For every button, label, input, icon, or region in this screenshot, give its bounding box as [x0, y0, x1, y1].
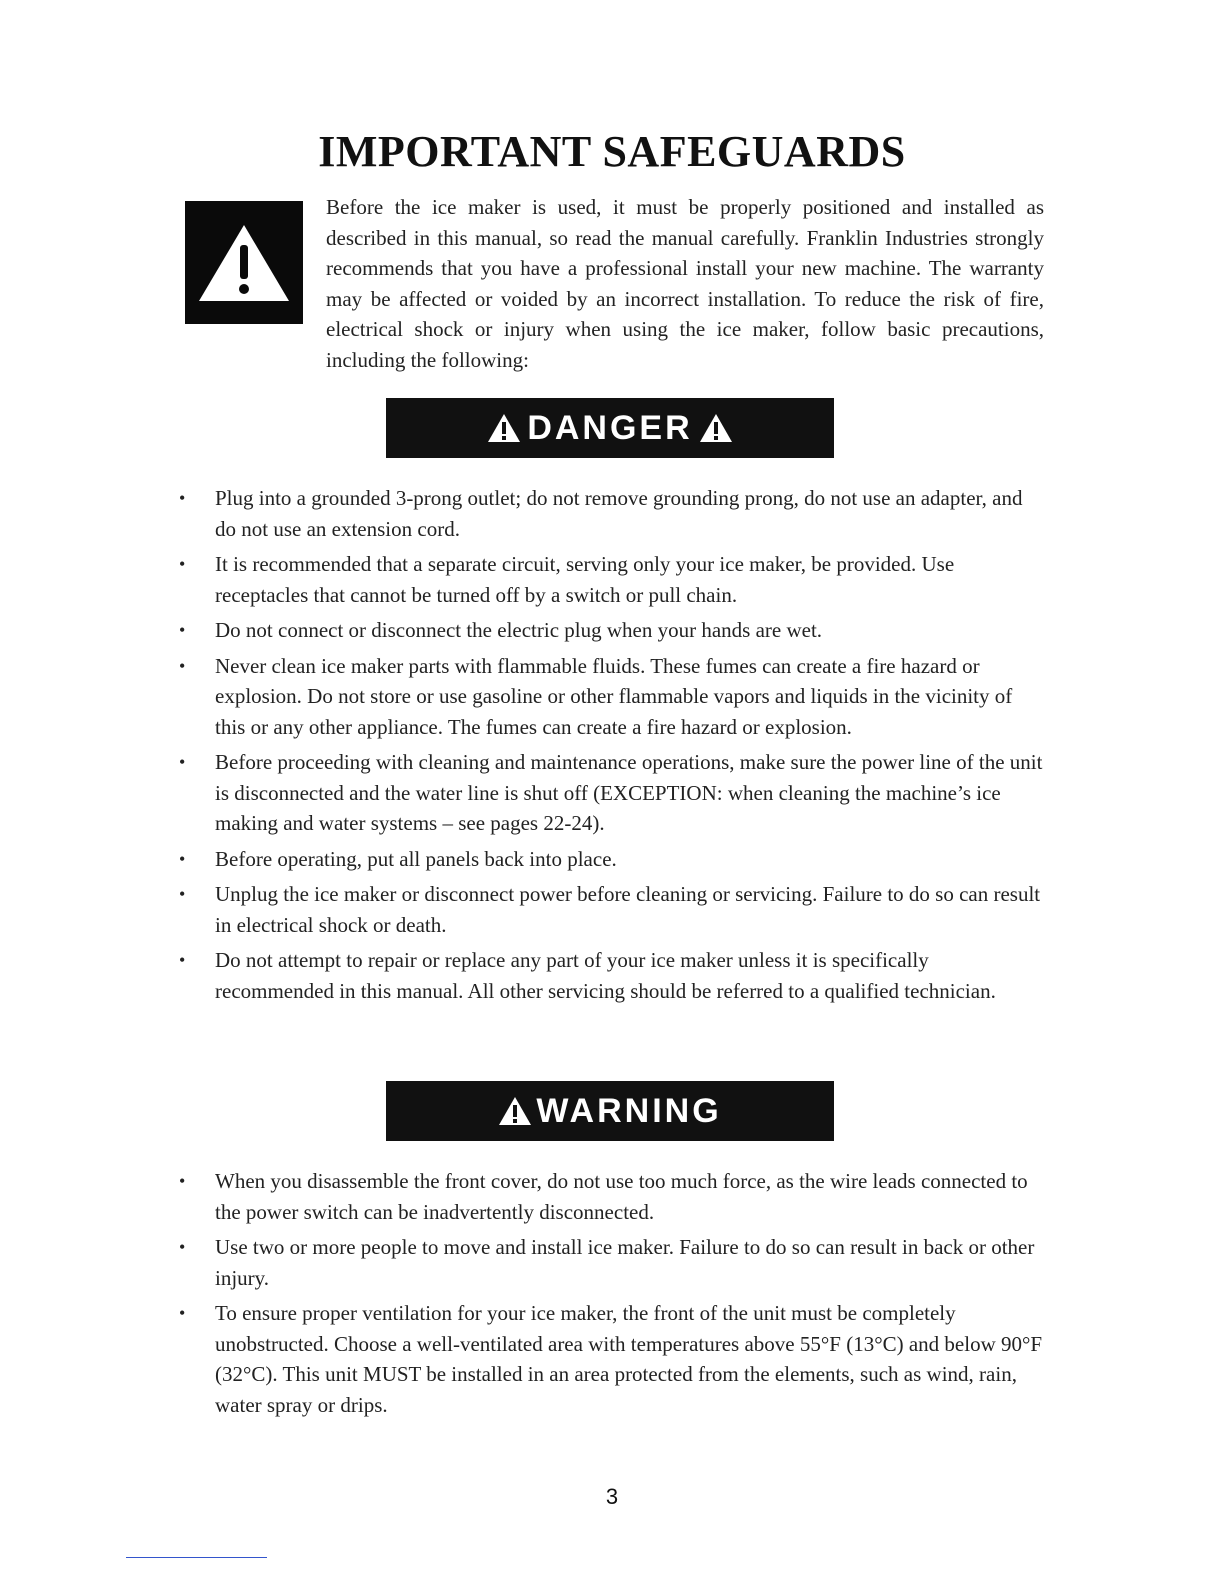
list-item: • Before proceeding with cleaning and maintenance operations, make sure the power line of the unit is disconnected and the water line is shut off (EXCEPTION: when cleaning the machine’s ice making and water systems – see pages 22-24).	[175, 747, 1045, 839]
warning-triangle-icon	[185, 201, 303, 324]
bullet-icon: •	[179, 655, 186, 676]
page-number: 3	[605, 1484, 619, 1509]
bullet-icon: •	[179, 1171, 186, 1191]
list-item: • To ensure proper ventilation for your ice maker, the front of the unit must be completely unobstructed. Choose a well-ventilated area with temperatures above 55°F (13°C) and below 90°F (32°C). This unit MUST be installed in an area protected from the elements, such as wind, rain, water spray or drips.	[175, 1298, 1045, 1420]
bullet-icon: •	[179, 752, 186, 772]
danger-banner	[386, 398, 834, 458]
warning-banner	[386, 1081, 834, 1141]
list-item: • Use two or more people to move and install ice maker. Failure to do so can result in back or other injury.	[175, 1232, 1045, 1293]
warning-label: WARNING	[536, 1091, 722, 1130]
list-item: • When you disassemble the front cover, do not use too much force, as the wire leads connected to the power switch can be inadvertently disconnected.	[175, 1166, 1045, 1227]
bullet-icon: •	[179, 950, 186, 970]
list-item: • Do not attempt to repair or replace any part of your ice maker unless it is specifically recommended in this manual. All other servicing should be referred to a qualified technician.	[175, 945, 1045, 1006]
intro-paragraph: Before the ice maker is used, it must be properly positioned and installed as described in this manual, so read the manual carefully. Franklin Industries strongly recommends that you have a professional install your new machine. The warranty may be affected or voided by an incorrect installation. To reduce the risk of fire, electrical shock or injury when using the ice maker, follow basic precautions, including the following:	[326, 195, 1044, 372]
bullet-icon: •	[179, 1237, 186, 1257]
page-title: IMPORTANT SAFEGUARDS	[318, 127, 906, 176]
bullet-icon: •	[179, 1303, 186, 1323]
bullet-icon: •	[179, 848, 186, 869]
list-item: • It is recommended that a separate circuit, serving only your ice maker, be provided. Use receptacles that cannot be turned off by a switch or pull chain.	[175, 549, 1045, 610]
danger-triangle-icon	[699, 413, 733, 443]
bullet-icon: •	[179, 620, 186, 640]
list-item: • Never clean ice maker parts with flammable fluids. These fumes can create a fire hazard or explosion. Do not store or use gasoline or other flammable vapors and liquids in the vicinity of this or any other appliance. The fumes can create a fire hazard or explosion.	[175, 651, 1045, 743]
list-item: • Before operating, put all panels back into place.	[175, 844, 1045, 875]
list-item: • Plug into a grounded 3-prong outlet; do not remove grounding prong, do not use an adapter, and do not use an extension cord.	[175, 483, 1045, 544]
bullet-icon: •	[179, 554, 186, 574]
danger-triangle-icon	[487, 413, 521, 443]
danger-list	[175, 483, 1045, 1011]
warning-list	[175, 1166, 1045, 1425]
danger-label: DANGER	[527, 408, 693, 447]
bullet-icon: •	[179, 884, 186, 904]
list-item: • Do not connect or disconnect the electric plug when your hands are wet.	[175, 615, 1045, 646]
footer-rule	[126, 1557, 267, 1558]
bullet-icon: •	[179, 488, 186, 508]
list-item: • Unplug the ice maker or disconnect power before cleaning or servicing. Failure to do so can result in electrical shock or death.	[175, 879, 1045, 940]
warning-banner-triangle-icon	[498, 1096, 532, 1126]
